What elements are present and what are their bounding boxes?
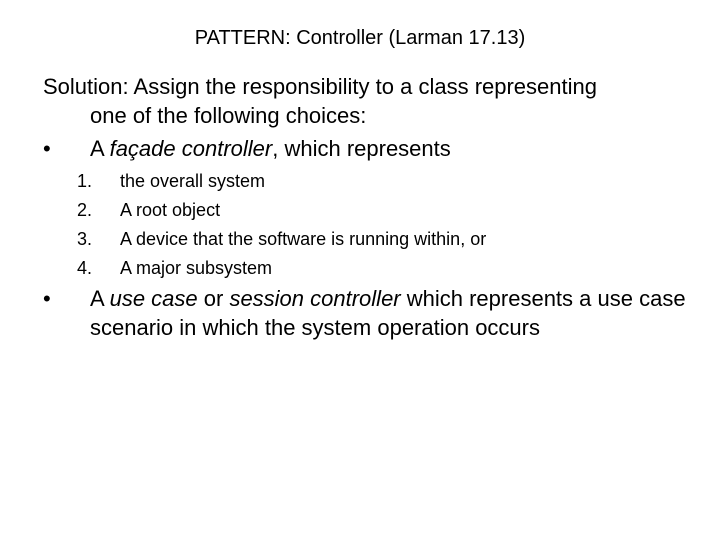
list-item-number: 1. [77,171,93,191]
bullet-facade-controller [43,134,693,163]
bullet2-suffix: which represents a use case scenario in which the system operation occurs [90,286,686,340]
numbered-list [77,167,677,283]
list-item-number: 3. [77,229,93,249]
bullet2-italic-term-2: session controller [229,286,401,311]
bullet2-italic-term-1: use case [109,286,198,311]
solution-paragraph [43,72,703,130]
bullet1-suffix: , which represents [272,136,451,161]
list-item-text: A root object [120,200,221,220]
solution-label: Solution [43,74,123,99]
list-item-text: A major subsystem [120,258,273,278]
bullet-marker: • [43,286,51,311]
solution-text-line2: one of the following choices: [90,103,367,128]
list-item [77,167,677,196]
list-item-number: 4. [77,258,93,278]
bullet-text [90,284,693,342]
bullet1-prefix: A [90,136,110,161]
bullet-marker: • [43,136,51,161]
list-item [77,196,677,225]
bullet1-italic-term: façade controller [109,136,273,161]
bullet2-mid: or [197,286,230,311]
list-item-text: the overall system [120,171,266,191]
bullet-text [90,134,693,163]
bullet-use-case-controller [43,284,693,342]
bullet2-prefix: A [90,286,110,311]
solution-text-line1: : Assign the responsibility to a class representing [122,74,597,99]
list-item-text: A device that the software is running within, or [120,229,487,249]
list-item-number: 2. [77,200,93,220]
slide-title: PATTERN: Controller (Larman 17.13) [194,27,526,49]
list-item [77,254,677,283]
list-item [77,225,677,254]
